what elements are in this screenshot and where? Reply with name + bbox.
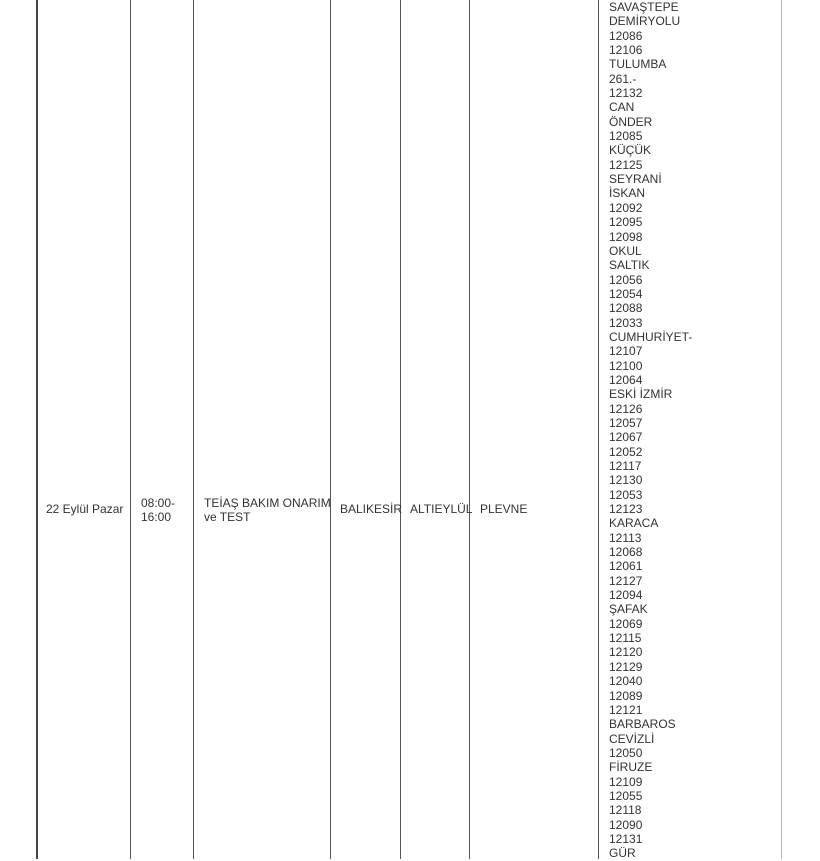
street-item: TULUMBA <box>609 57 667 72</box>
street-item: 12132 <box>609 86 643 101</box>
street-item: 12126 <box>609 401 643 416</box>
street-item: 12056 <box>609 272 643 287</box>
date-cell: 22 Eylül Pazar <box>46 502 124 516</box>
street-item: 12068 <box>609 545 643 560</box>
street-item: 12129 <box>609 659 643 674</box>
street-item: 12064 <box>609 372 643 387</box>
street-item: OKUL <box>609 243 642 258</box>
street-item: 12125 <box>609 157 643 172</box>
street-item: 12106 <box>609 43 643 58</box>
table-border-right <box>781 0 782 859</box>
street-item: KARACA <box>609 516 659 531</box>
street-item: 12067 <box>609 430 643 445</box>
column-divider <box>469 0 470 859</box>
street-item: 12055 <box>609 788 643 803</box>
street-item: CUMHURİYET- <box>609 329 693 344</box>
column-divider <box>400 0 401 859</box>
street-item: 12127 <box>609 573 643 588</box>
street-item: 12057 <box>609 415 643 430</box>
street-item: CEVİZLİ <box>609 731 655 746</box>
street-item: 12131 <box>609 831 643 846</box>
street-item: 12050 <box>609 745 643 760</box>
street-item: 12121 <box>609 702 643 717</box>
street-item: 12109 <box>609 774 643 789</box>
street-item: 12086 <box>609 28 643 43</box>
street-item: 12033 <box>609 315 643 330</box>
street-item: 12052 <box>609 444 643 459</box>
street-item: 12130 <box>609 473 643 488</box>
street-item: 12088 <box>609 301 643 316</box>
street-item: 12118 <box>609 803 642 818</box>
street-item: 12092 <box>609 200 643 215</box>
time-end: 16:00 <box>141 510 172 524</box>
street-item: FİRUZE <box>609 760 653 775</box>
time-start: 08:00- <box>141 496 176 510</box>
street-item: KÜÇÜK <box>609 143 652 158</box>
province-cell: BALIKESİR <box>340 502 403 516</box>
street-item: CAN <box>609 100 635 115</box>
street-item: 12053 <box>609 487 643 502</box>
street-item: 261.- <box>609 71 637 86</box>
street-item: 12095 <box>609 215 643 230</box>
street-item: DEMİRYOLU <box>609 14 681 29</box>
street-item: 12089 <box>609 688 643 703</box>
street-item: 12061 <box>609 559 643 574</box>
street-item: 12117 <box>609 459 642 473</box>
street-item: 12123 <box>609 502 643 517</box>
column-divider <box>193 0 194 859</box>
street-item: GÜR <box>609 846 636 861</box>
work-type-line: ve TEST <box>204 510 251 524</box>
work-type-line: TEİAŞ BAKIM ONARIM <box>204 496 331 510</box>
street-item: 12098 <box>609 229 643 244</box>
street-item: İSKAN <box>609 186 646 201</box>
street-item: 12094 <box>609 588 643 603</box>
street-item: SAVAŞTEPE <box>609 0 679 14</box>
time-cell <box>141 496 175 524</box>
street-item: SEYRANİ <box>609 172 662 187</box>
work-type-cell <box>204 496 331 524</box>
neighborhood-cell: PLEVNE <box>480 502 528 516</box>
street-item: 12090 <box>609 817 643 832</box>
street-item: SALTIK <box>609 258 650 273</box>
column-divider <box>130 0 131 859</box>
street-list <box>609 0 779 861</box>
street-item: ÖNDER <box>609 114 653 129</box>
street-item: 12113 <box>609 530 642 545</box>
column-divider <box>330 0 331 859</box>
table-border-left <box>36 0 38 859</box>
street-item: 12069 <box>609 616 643 631</box>
district-cell: ALTIEYLÜL <box>410 502 473 516</box>
street-item: BARBAROS <box>609 717 676 732</box>
street-item: 12085 <box>609 129 643 144</box>
street-item: 12100 <box>609 358 643 373</box>
column-divider <box>598 0 599 859</box>
street-item: 12107 <box>609 344 643 359</box>
street-item: 12120 <box>609 645 643 660</box>
street-item: ESKİ İZMİR <box>609 387 673 402</box>
street-item: 12115 <box>609 631 642 646</box>
street-item: ŞAFAK <box>609 602 648 617</box>
street-item: 12040 <box>609 674 643 689</box>
street-item: 12054 <box>609 286 643 301</box>
